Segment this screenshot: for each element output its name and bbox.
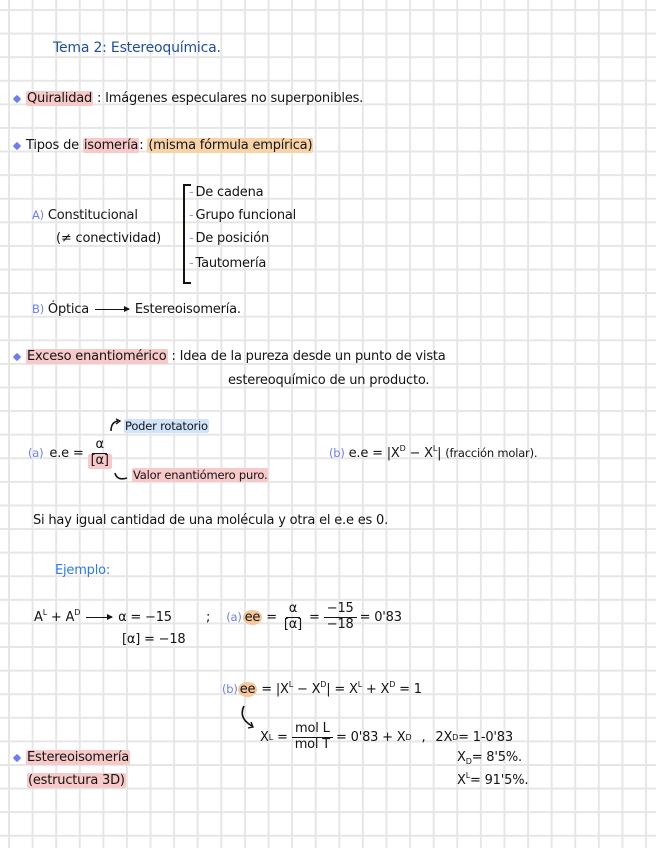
xd-result: $X_D= 8'5\%$. — [457, 750, 522, 766]
tipos-note: (misma fórmula empírica) — [148, 138, 313, 153]
fraccion-molar-note: (fracción molar). — [445, 446, 538, 460]
tipos-lead: Tipos de — [26, 138, 79, 153]
bullet-icon — [13, 753, 21, 761]
exceso-def-1: Idea de la pureza desde un punto de vista — [179, 349, 446, 364]
curved-arrow-icon — [113, 471, 129, 483]
annot-valor-puro: Valor enantiómero puro. — [133, 468, 268, 482]
note-text: Si hay igual cantidad de una molécula y otra el e.e es 0. — [33, 513, 389, 528]
marker-a: (a) — [28, 446, 44, 461]
formula-a — [28, 438, 112, 469]
marker-b: B) — [32, 302, 44, 316]
arrow-right-icon — [95, 309, 129, 311]
list-item: - De posición — [189, 231, 269, 246]
exceso-def-2: estereoquímico de un producto. — [228, 373, 430, 388]
quiralidad-term: Quiralidad — [27, 91, 93, 106]
list-item: - Tautomería — [189, 256, 267, 271]
optica-label: Óptica — [47, 302, 90, 317]
calc-b: (b) ee = $|X^L - X^D| = X^L + X^D = 1$ — [222, 680, 422, 697]
alpha-pure: [α] = −18 — [122, 632, 186, 647]
tipos-line — [14, 138, 313, 153]
tipos-term: isomería — [83, 138, 139, 153]
ejemplo-label: Ejemplo: — [55, 563, 111, 578]
optica-result: Estereoisomería. — [134, 302, 241, 317]
xl-equation: X L = $\frac{\text{mol L}}{\text{mol T}}$ = 0'83 + X D , 2X D = 1-0'83 — [260, 721, 513, 752]
separator: : — [97, 91, 102, 106]
estereo-sub: (estructura 3D) — [28, 773, 125, 788]
curved-arrow-icon — [108, 418, 122, 432]
fraction: $\frac{\alpha}{[\alpha]}$ — [88, 438, 112, 469]
constitucional-sublabel: (≠ conectividad) — [56, 231, 161, 246]
quiralidad-line — [14, 91, 363, 106]
quiralidad-definition: Imágenes especulares no superponibles. — [105, 91, 364, 106]
reaction: $A^L + A^D$ α = −15 — [34, 608, 172, 625]
formula-b: (b) $e.e = |X^D - X^L|$ (fracción molar). — [329, 444, 538, 461]
exceso-term: Exceso enantiomérico — [27, 349, 167, 364]
curved-arrow-icon — [238, 704, 258, 730]
marker-a: A) — [32, 208, 44, 222]
marker-b: (b) — [329, 446, 345, 460]
constitucional-text: Constitucional — [47, 208, 138, 223]
list-item: - Grupo funcional — [189, 208, 297, 223]
bullet-icon — [13, 352, 21, 360]
formula-a-lhs: e.e = — [49, 445, 84, 461]
estereo-term: Estereoisomería — [27, 750, 130, 765]
page-title: Tema 2: Estereoquímica. — [53, 40, 221, 56]
estereo-line — [14, 750, 130, 765]
separator: : — [171, 349, 176, 364]
arrow-right-icon — [86, 617, 112, 619]
bullet-icon — [13, 141, 21, 149]
bullet-icon — [13, 94, 21, 102]
calc-a: ; (a) ee = $\frac{\alpha}{[\alpha]}$ = $\frac{-15}{-18}$ = 0'83 — [206, 601, 402, 632]
optica-line — [32, 302, 241, 317]
list-item: - De cadena — [189, 185, 264, 200]
xl-result: $X^L= 91'5\%$. — [457, 771, 529, 788]
exceso-line — [14, 349, 446, 364]
constitucional-label — [32, 208, 138, 223]
separator: : — [139, 138, 144, 153]
annot-poder-rotatorio: Poder rotatorio — [125, 419, 208, 433]
